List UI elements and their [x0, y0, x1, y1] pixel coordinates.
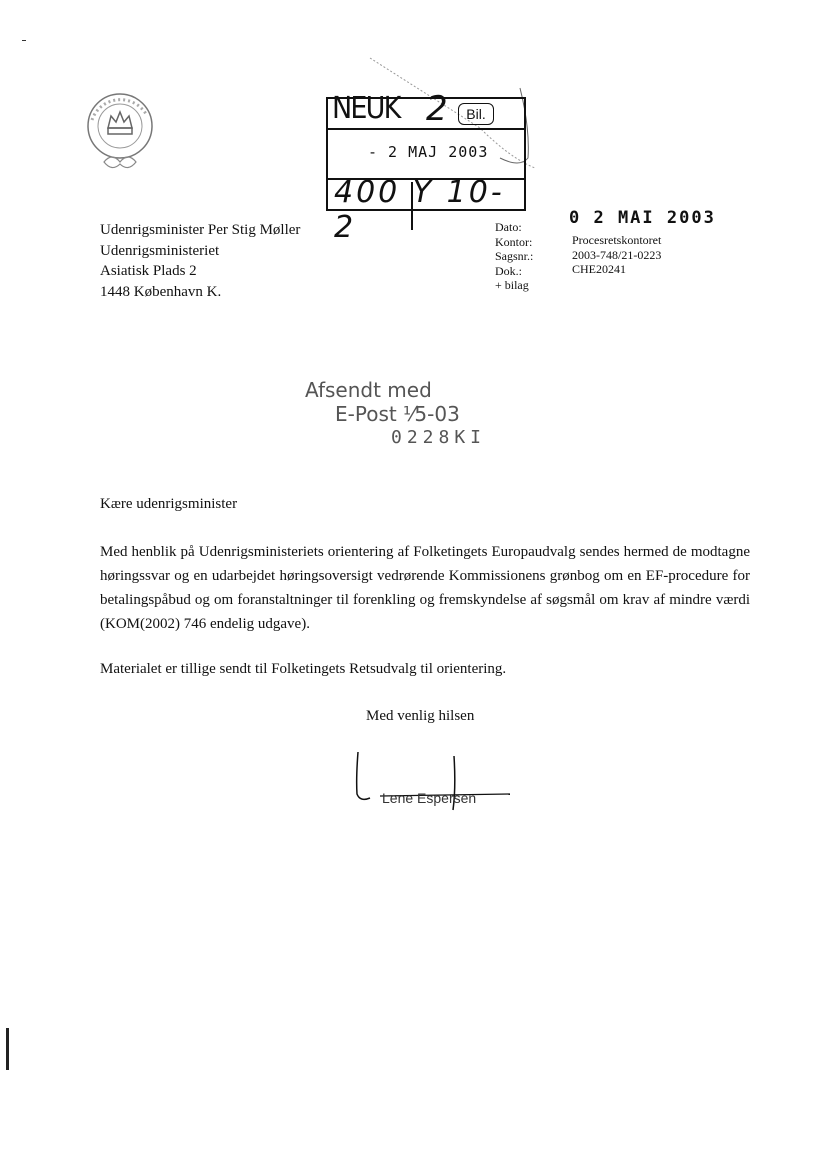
stamp-journal-number: 400 Y 10- 2 [334, 175, 505, 245]
letter-closing: Med venlig hilsen [366, 708, 475, 724]
letter-paragraph-2: Materialet er tillige sendt til Folketingets Retsudvalg til orientering. [100, 661, 507, 677]
sent-by-email-stamp [305, 378, 486, 450]
margin-mark [6, 1028, 9, 1070]
case-number-value: 2003-748/21-0223 [572, 247, 662, 262]
stamp-attachment-count: 2 [426, 89, 448, 129]
document-label: Dok.: [495, 263, 522, 278]
stamp-received-date: - 2 MAJ 2003 [368, 143, 489, 161]
signatory-name: Lene Espersen [382, 790, 477, 806]
recipient-street: Asiatisk Plads 2 [100, 263, 197, 279]
meta-labels [495, 220, 533, 293]
recipient-name: Udenrigsminister Per Stig Møller [100, 222, 301, 238]
sent-note-code: 0228KI [391, 427, 487, 448]
recipient-organisation: Udenrigsministeriet [100, 242, 220, 259]
handwritten-signature [350, 748, 520, 818]
sent-note-line2: E-Post ⅟5-03 [335, 402, 460, 426]
stamp-bil-label: Bil. [458, 103, 494, 125]
attachment-label: + bilag [495, 278, 529, 292]
recipient-address [100, 220, 300, 302]
stamp-office-code: NEUK [332, 91, 400, 126]
office-label: Kontor: [495, 234, 533, 249]
letter-date: 0 2 MAI 2003 [569, 208, 716, 228]
sent-note-line1: Afsendt med [305, 378, 432, 402]
document-value: CHE20241 [572, 262, 626, 276]
date-label: Dato: [495, 220, 522, 234]
meta-values [572, 233, 661, 277]
recipient-city: 1448 København K. [100, 283, 222, 300]
letter-greeting: Kære udenrigsminister [100, 496, 238, 512]
office-value: Procesretskontoret [572, 233, 662, 247]
letter-paragraph-1: Med henblik på Udenrigsministeriets orientering af Folketingets Europaudvalg sendes hermed de modtagne høringssvar og en udarbejdet høringsoversigt vedrørende Kommissionens grønbog om en EF-procedure for betalingspåbud og om foranstaltninger til forenkling og fremskyndelse af søgsmål om krav af mindre værdi (KOM(2002) 746 endelig udgave). [100, 544, 750, 632]
ministry-seal-logo [84, 92, 156, 178]
scan-mark [22, 40, 26, 41]
case-number-label: Sagsnr.: [495, 249, 534, 263]
